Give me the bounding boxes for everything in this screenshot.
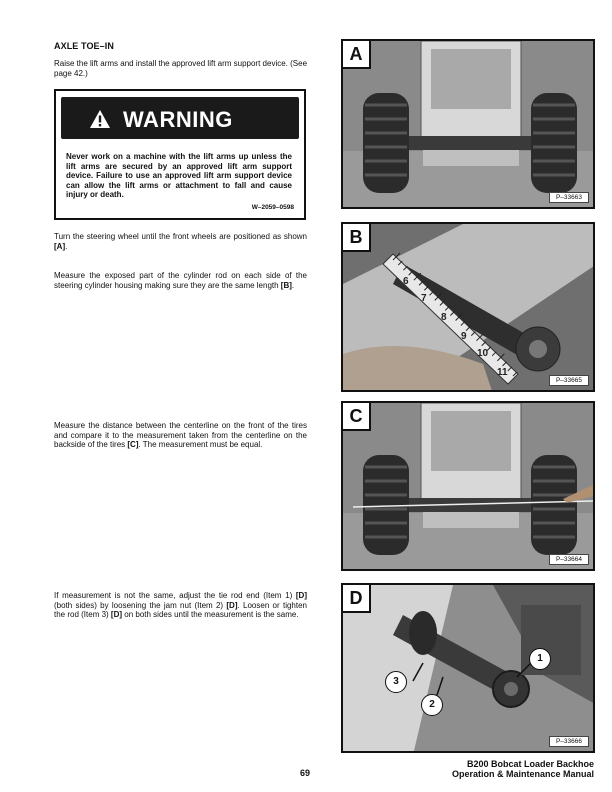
warning-code: W–2059–0598 xyxy=(251,204,294,211)
tie-rod-photo xyxy=(343,585,595,753)
ruler-digit: 10 xyxy=(477,348,489,359)
photo-panel-a xyxy=(341,39,595,209)
photo-panel-c xyxy=(341,401,595,571)
panel-label-b: B xyxy=(343,224,371,252)
adjust-paragraph: If measurement is not the same, adjust the tie rod end (Item 1) [D] (both sides) by loosening the jam nut (Item 2) [D]. Loosen or tighten the rod (Item 3) [D] on both sides until the measurement is the same. xyxy=(54,591,307,620)
loader-front-measure-photo xyxy=(343,403,595,571)
section-heading: AXLE TOE–IN xyxy=(54,41,114,51)
steering-paragraph: Turn the steering wheel until the front wheels are positioned as shown [A]. xyxy=(54,232,307,251)
ruler-digit: 9 xyxy=(461,331,467,342)
ruler-digit: 7 xyxy=(421,293,427,304)
intro-paragraph: Raise the lift arms and install the approved lift arm support device. (See page 42.) xyxy=(54,59,308,78)
panel-code-a: P–33663 xyxy=(549,192,589,203)
ruler-digit: 11 xyxy=(497,367,508,378)
panel-code-b: P–33665 xyxy=(549,375,589,386)
panel-label-a: A xyxy=(343,41,371,69)
panel-label-c: C xyxy=(343,403,371,431)
warning-title: WARNING xyxy=(123,107,233,132)
photo-panel-b xyxy=(341,222,595,392)
panel-code-c: P–33664 xyxy=(549,554,589,565)
callout-1: 1 xyxy=(529,648,551,670)
warning-banner xyxy=(61,97,299,139)
cylinder-rod-photo xyxy=(343,224,595,392)
warning-box xyxy=(54,89,306,220)
page-number: 69 xyxy=(300,768,311,778)
ruler-digit: 8 xyxy=(441,312,447,323)
centerline-paragraph: Measure the distance between the centerline on the front of the tires and compare it to the measurement taken from the centerline on the backside of the tires [C]. The measurement must be equal. xyxy=(54,421,307,450)
warning-text: Never work on a machine with the lift arms up unless the lift arms are secured by an approved lift arm support device. Failure to use an approved lift arm support device can allow the lift arms or attachment to fall and cause injury or death. xyxy=(66,152,292,200)
loader-front-photo xyxy=(343,41,595,209)
photo-panel-d xyxy=(341,583,595,753)
manual-title-line2: Operation & Maintenance Manual xyxy=(451,769,594,779)
manual-title-line1: B200 Bobcat Loader Backhoe xyxy=(466,759,594,769)
callout-2: 2 xyxy=(421,694,443,716)
warning-triangle-icon xyxy=(89,109,111,129)
panel-label-d: D xyxy=(343,585,371,613)
panel-code-d: P–33666 xyxy=(549,736,589,747)
measure-rod-paragraph: Measure the exposed part of the cylinder rod on each side of the steering cylinder housing making sure they are the same length [B]. xyxy=(54,271,307,290)
manual-title xyxy=(452,759,594,779)
ruler-digit: 6 xyxy=(403,276,409,287)
callout-3: 3 xyxy=(385,671,407,693)
